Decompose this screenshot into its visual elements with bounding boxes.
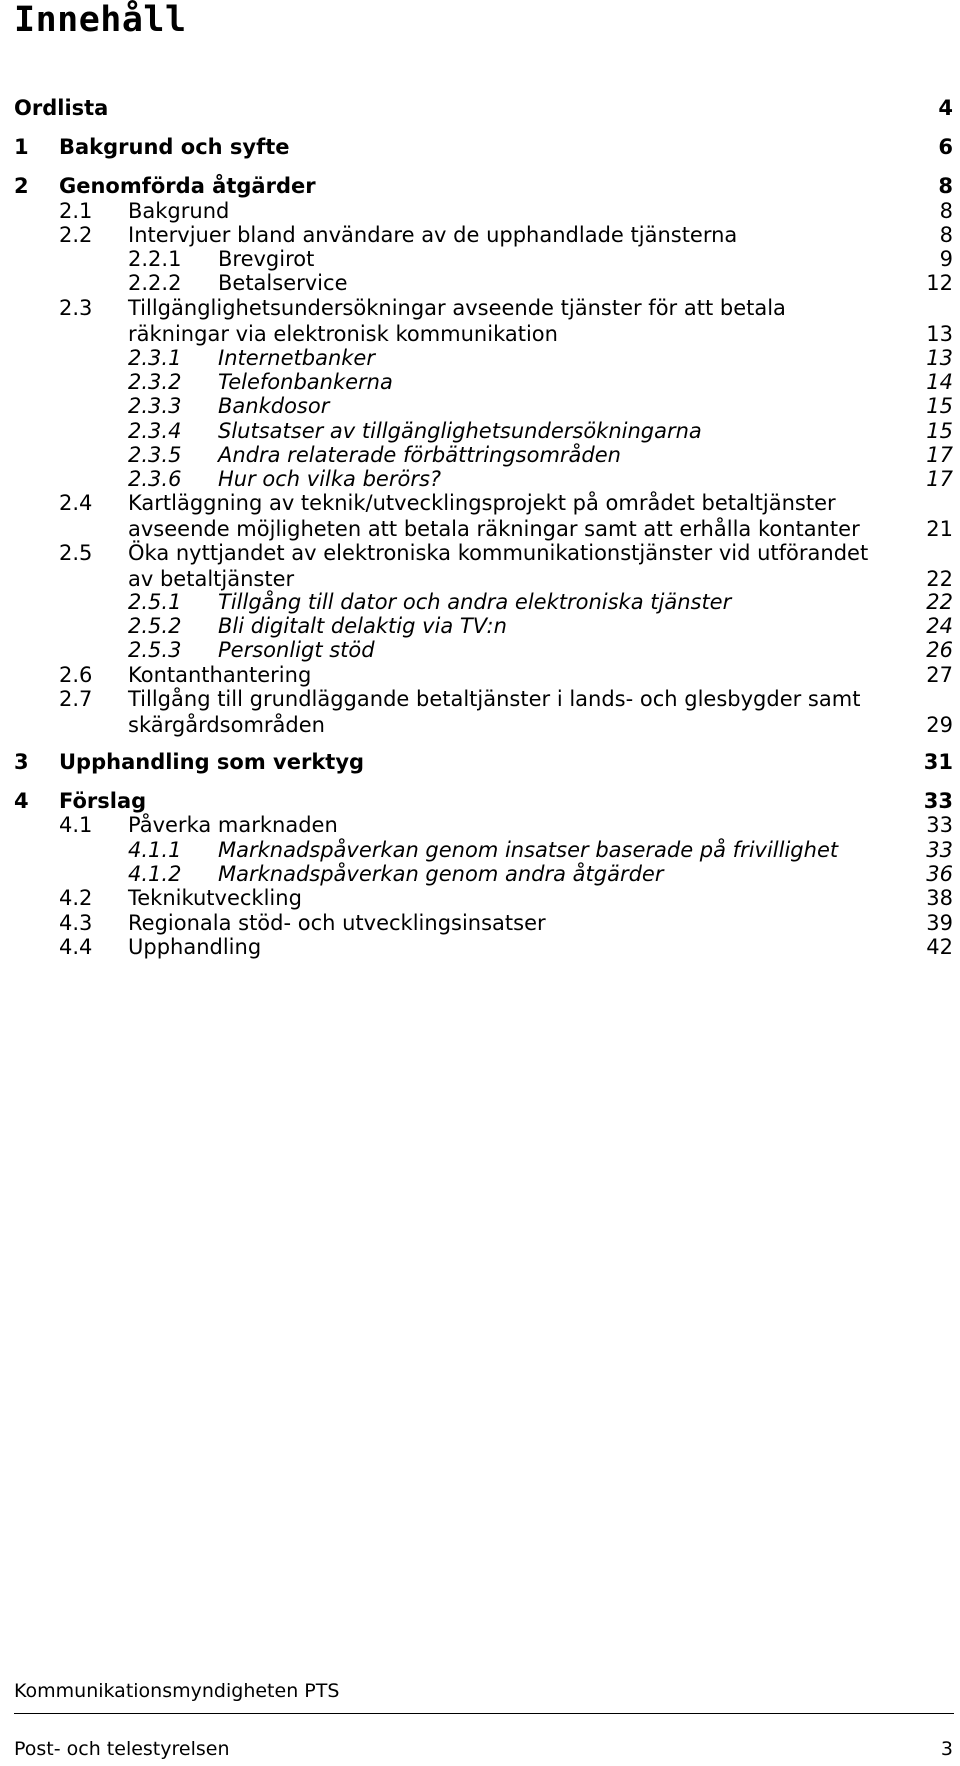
toc-entry-page: 31 (923, 750, 953, 774)
toc-entry-number: 2.4 (59, 491, 93, 515)
toc-entry-page: 38 (926, 886, 953, 910)
toc-entry-number: 2.1 (59, 199, 93, 223)
toc-entry-text: Kartläggning av teknik/utvecklingsprojekt på området betaltjänster (128, 491, 836, 515)
toc-entry-number: 4 (14, 789, 29, 813)
toc-entry-number: 4.3 (59, 911, 93, 935)
toc-entry-text: Teknikutveckling (128, 886, 302, 910)
toc-entry-page: 33 (923, 789, 953, 813)
toc-entry-page: 8 (938, 174, 953, 198)
toc-entry-page: 9 (939, 247, 953, 271)
toc-entry-number: 2.3.3 (128, 394, 182, 418)
toc-entry-text: Intervjuer bland användare av de upphandlade tjänsterna (128, 223, 738, 247)
toc-entry-text: Bakgrund och syfte (59, 135, 290, 159)
toc-entry-page: 24 (926, 614, 953, 638)
toc-entry-number: 2.5.3 (128, 638, 182, 662)
toc-entry-page: 39 (926, 911, 953, 935)
toc-entry-number: 1 (14, 135, 29, 159)
toc-entry-page: 8 (939, 199, 953, 223)
toc-entry-number: 2.5 (59, 541, 93, 565)
toc-entry-page: 13 (926, 346, 953, 370)
toc-entry-text: Tillgänglighetsundersökningar avseende tjänster för att betala (128, 296, 786, 320)
toc-entry-page: 33 (926, 813, 953, 837)
toc-entry-text: Öka nyttjandet av elektroniska kommunikationstjänster vid utförandet (128, 541, 869, 565)
footer-organization: Kommunikationsmyndigheten PTS (14, 1680, 340, 1702)
toc-entry-number: 4.2 (59, 886, 93, 910)
toc-entry-number: 2.2 (59, 223, 93, 247)
toc-entry-number: 2.6 (59, 663, 93, 687)
toc-entry-number: 2.3.2 (128, 370, 182, 394)
toc-entry-number: 2 (14, 174, 29, 198)
toc-entry-page: 13 (926, 322, 953, 346)
toc-entry-page: 42 (926, 935, 953, 959)
toc-entry-text: Bankdosor (218, 394, 330, 418)
toc-entry-page: 17 (926, 443, 953, 467)
toc-entry-number: 2.5.1 (128, 590, 182, 614)
footer-agency: Post- och telestyrelsen (14, 1738, 230, 1760)
toc-entry-page: 14 (926, 370, 953, 394)
toc-entry-text: Personligt stöd (218, 638, 375, 662)
toc-entry-number: 2.3.1 (128, 346, 182, 370)
toc-entry-text: Tillgång till grundläggande betaltjänster i lands- och glesbygder samt (128, 687, 861, 711)
toc-entry-number: 2.3.6 (128, 467, 182, 491)
toc-entry-text: Hur och vilka berörs? (218, 467, 442, 491)
footer-divider (14, 1713, 954, 1714)
toc-entry-page: 12 (926, 271, 953, 295)
toc-entry-number: 4.4 (59, 935, 93, 959)
toc-entry-text: Telefonbankerna (218, 370, 393, 394)
toc-entry-number: 2.3.5 (128, 443, 182, 467)
toc-entry-text: Betalservice (218, 271, 348, 295)
toc-entry-number: 2.2.1 (128, 247, 182, 271)
toc-entry-number: 4.1.2 (128, 862, 182, 886)
toc-entry-page: 4 (938, 96, 953, 120)
toc-entry-number: 2.2.2 (128, 271, 182, 295)
toc-entry-page: 6 (938, 135, 953, 159)
toc-entry-number: 2.7 (59, 687, 93, 711)
toc-entry-text: Regionala stöd- och utvecklingsinsatser (128, 911, 546, 935)
toc-entry-page: 33 (926, 838, 953, 862)
toc-entry-number: 2.5.2 (128, 614, 182, 638)
footer-page-number: 3 (940, 1738, 953, 1760)
toc-entry-number: 2.3.4 (128, 419, 182, 443)
toc-entry-text: Kontanthantering (128, 663, 312, 687)
toc-entry-text: Internetbanker (218, 346, 375, 370)
toc-entry-number: 4.1 (59, 813, 93, 837)
page-title: Innehåll (14, 0, 187, 40)
toc-entry-page: 8 (939, 223, 953, 247)
toc-entry-page: 15 (926, 419, 953, 443)
toc-entry-page: 36 (926, 862, 953, 886)
toc-entry-text: Slutsatser av tillgänglighetsundersökningarna (218, 419, 702, 443)
toc-entry-text: Ordlista (14, 96, 109, 120)
toc-entry-page: 27 (926, 663, 953, 687)
toc-entry-text: Bakgrund (128, 199, 230, 223)
toc-entry-text: Marknadspåverkan genom andra åtgärder (218, 862, 664, 886)
toc-entry-text: Upphandling som verktyg (59, 750, 365, 774)
toc-entry-text: Genomförda åtgärder (59, 174, 316, 198)
toc-entry-text: Brevgirot (218, 247, 315, 271)
toc-entry-page: 22 (926, 590, 953, 614)
toc-entry-page: 15 (926, 394, 953, 418)
toc-entry-text: Upphandling (128, 935, 262, 959)
toc-entry-text: Förslag (59, 789, 147, 813)
toc-entry-text: Andra relaterade förbättringsområden (218, 443, 621, 467)
toc-entry-text: Tillgång till dator och andra elektroniska tjänster (218, 590, 732, 614)
toc-entry-text-continued: av betaltjänster (128, 567, 295, 591)
toc-entry-page: 26 (926, 638, 953, 662)
toc-entry-page: 21 (926, 517, 953, 541)
toc-entry-text: Påverka marknaden (128, 813, 338, 837)
toc-entry-text: Marknadspåverkan genom insatser baserade på frivillighet (218, 838, 839, 862)
toc-entry-text-continued: skärgårdsområden (128, 713, 325, 737)
toc-entry-page: 17 (926, 467, 953, 491)
toc-entry-page: 29 (926, 713, 953, 737)
toc-entry-number: 2.3 (59, 296, 93, 320)
toc-entry-page: 22 (926, 567, 953, 591)
toc-entry-text: Bli digitalt delaktig via TV:n (218, 614, 507, 638)
toc-entry-number: 4.1.1 (128, 838, 182, 862)
toc-entry-text-continued: avseende möjligheten att betala räkningar samt att erhålla kontanter (128, 517, 860, 541)
toc-entry-text-continued: räkningar via elektronisk kommunikation (128, 322, 558, 346)
toc-entry-number: 3 (14, 750, 29, 774)
